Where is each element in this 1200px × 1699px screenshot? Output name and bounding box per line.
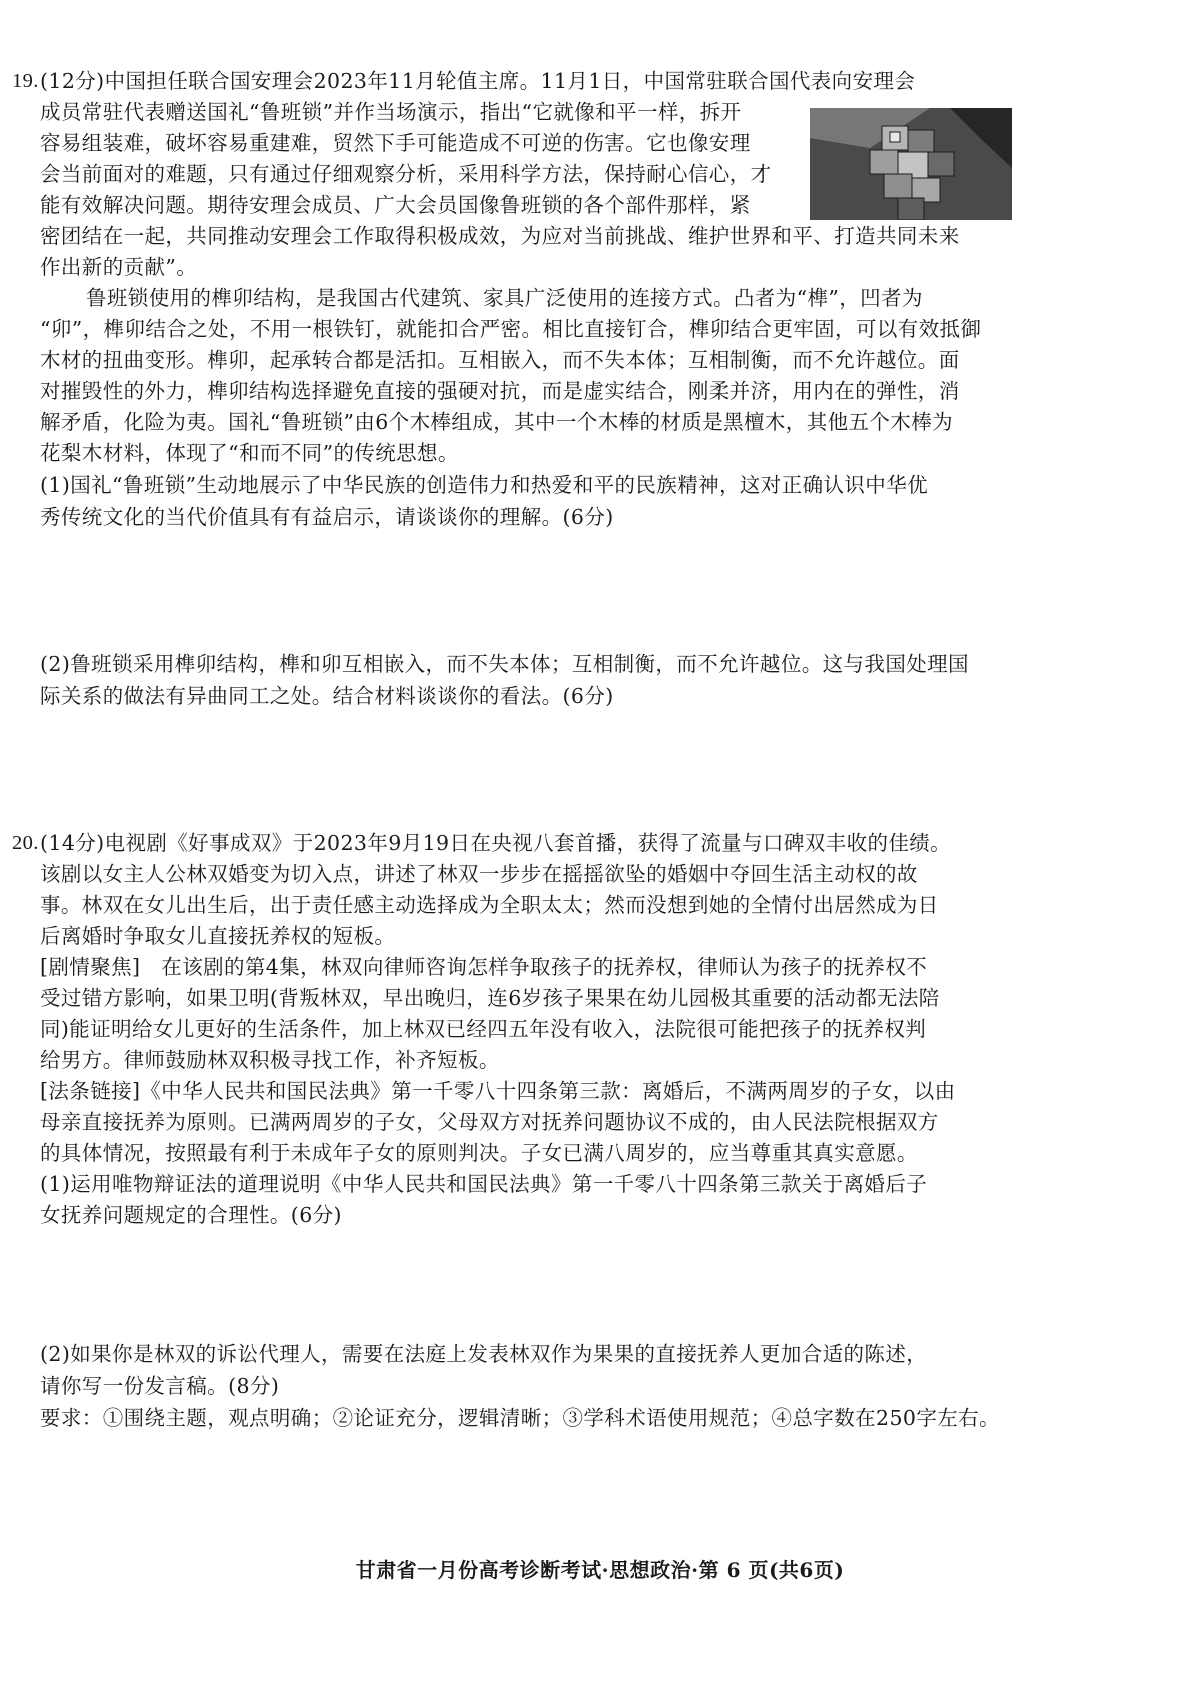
q19-line-2: 成员常驻代表赠送国礼“鲁班锁”并作当场演示，指出“它就像和平一样，拆开 [40,100,742,124]
q19-sub1-line-1: (1)国礼“鲁班锁”生动地展示了中华民族的创造伟力和热爱和平的民族精神，这对正确认识中华优 [40,473,928,497]
q19-sub1-line-2: 秀传统文化的当代价值具有有益启示，请谈谈你的理解。(6分) [40,505,614,529]
q19-line-7: 作出新的贡献”。 [40,255,198,279]
q19-sub2-line-2: 际关系的做法有异曲同工之处。结合材料谈谈你的看法。(6分) [40,684,614,708]
page-footer: 甘肃省一月份高考诊断考试·思想政治·第 6 页(共6页) [355,1558,845,1582]
q20-law-line-1: [法条链接]《中华人民共和国民法典》第一千零八十四条第三款：离婚后，不满两周岁的子女，以由 [40,1079,956,1103]
q19-para2-line-4: 对摧毁性的外力，榫卯结构选择避免直接的强硬对抗，而是虚实结合，刚柔并济，用内在的弹性，消 [40,379,960,403]
q19-line-1: (12分)中国担任联合国安理会2023年11月轮值主席。11月1日，中国常驻联合国代表向安理会 [40,69,916,93]
q19-line-6: 密团结在一起，共同推动安理会工作取得积极成效，为应对当前挑战、维护世界和平、打造共同未来 [40,224,960,248]
q20-requirements: 要求：①围绕主题，观点明确；②论证充分，逻辑清晰；③学科术语使用规范；④总字数在250字左右。 [40,1406,1000,1430]
q20-sub2-line-1: (2)如果你是林双的诉讼代理人，需要在法庭上发表林双作为果果的直接抚养人更加合适的陈述， [40,1342,928,1366]
q20-law-line-3: 的具体情况，按照最有利于未成年子女的原则判决。子女已满八周岁的，应当尊重其真实意愿。 [40,1141,918,1165]
q20-line-3: 事。林双在女儿出生后，出于责任感主动选择成为全职太太；然而没想到她的全情付出居然成为日 [40,893,939,917]
q20-plot-line-1: [剧情聚焦] 在该剧的第4集，林双向律师咨询怎样争取孩子的抚养权，律师认为孩子的抚养权不 [40,955,928,979]
q20-plot-line-2: 受过错方影响，如果卫明(背叛林双，早出晚归，连6岁孩子果果在幼儿园极其重要的活动都无法陪 [40,986,940,1010]
q20-line-4: 后离婚时争取女儿直接抚养权的短板。 [40,924,396,948]
q19-sub2-line-1: (2)鲁班锁采用榫卯结构，榫和卯互相嵌入，而不失本体；互相制衡，而不允许越位。这与我国处理国 [40,652,969,676]
luban-lock-illustration [810,108,1012,220]
q19-para2-line-5: 解矛盾，化险为夷。国礼“鲁班锁”由6个木棒组成，其中一个木棒的材质是黑檀木，其他五个木棒为 [40,410,954,434]
q19-number: 19. [12,70,39,92]
q20-plot-line-4: 给男方。律师鼓励林双积极寻找工作，补齐短板。 [40,1048,500,1072]
q19-para2-line-3: 木材的扭曲变形。榫卯，起承转合都是活扣。互相嵌入，而不失本体；互相制衡，而不允许越位。面 [40,348,960,372]
q20-sub1-line-2: 女抚养问题规定的合理性。(6分) [40,1203,342,1227]
q19-line-3: 容易组装难，破坏容易重建难，贸然下手可能造成不可逆的伤害。它也像安理 [40,131,751,155]
q19-para2-line-1: 鲁班锁使用的榫卯结构，是我国古代建筑、家具广泛使用的连接方式。凸者为“榫”，凹者为 [86,286,923,310]
q20-line-1: (14分)电视剧《好事成双》于2023年9月19日在央视八套首播，获得了流量与口碑双丰收的佳绩。 [40,831,952,855]
q20-plot-line-3: 同)能证明给女儿更好的生活条件，加上林双已经四五年没有收入，法院很可能把孩子的抚养权判 [40,1017,927,1041]
q19-para2-line-2: “卯”，榫卯结合之处，不用一根铁钉，就能扣合严密。相比直接钉合，榫卯结合更牢固，可以有效抵御 [40,317,982,341]
q19-para2-line-6: 花梨木材料，体现了“和而不同”的传统思想。 [40,441,459,465]
q20-line-2: 该剧以女主人公林双婚变为切入点，讲述了林双一步步在摇摇欲坠的婚姻中夺回生活主动权的故 [40,862,918,886]
q20-law-line-2: 母亲直接抚养为原则。已满两周岁的子女，父母双方对抚养问题协议不成的，由人民法院根据双方 [40,1110,939,1134]
q19-line-4: 会当前面对的难题，只有通过仔细观察分析，采用科学方法，保持耐心信心，才 [40,162,772,186]
q20-number: 20. [12,832,39,854]
q20-sub1-line-1: (1)运用唯物辩证法的道理说明《中华人民共和国民法典》第一千零八十四条第三款关于离婚后子 [40,1172,928,1196]
luban-lock-photo [810,108,1012,220]
q19-line-5: 能有效解决问题。期待安理会成员、广大会员国像鲁班锁的各个部件那样，紧 [40,193,751,217]
q20-sub2-line-2: 请你写一份发言稿。(8分) [40,1374,280,1398]
